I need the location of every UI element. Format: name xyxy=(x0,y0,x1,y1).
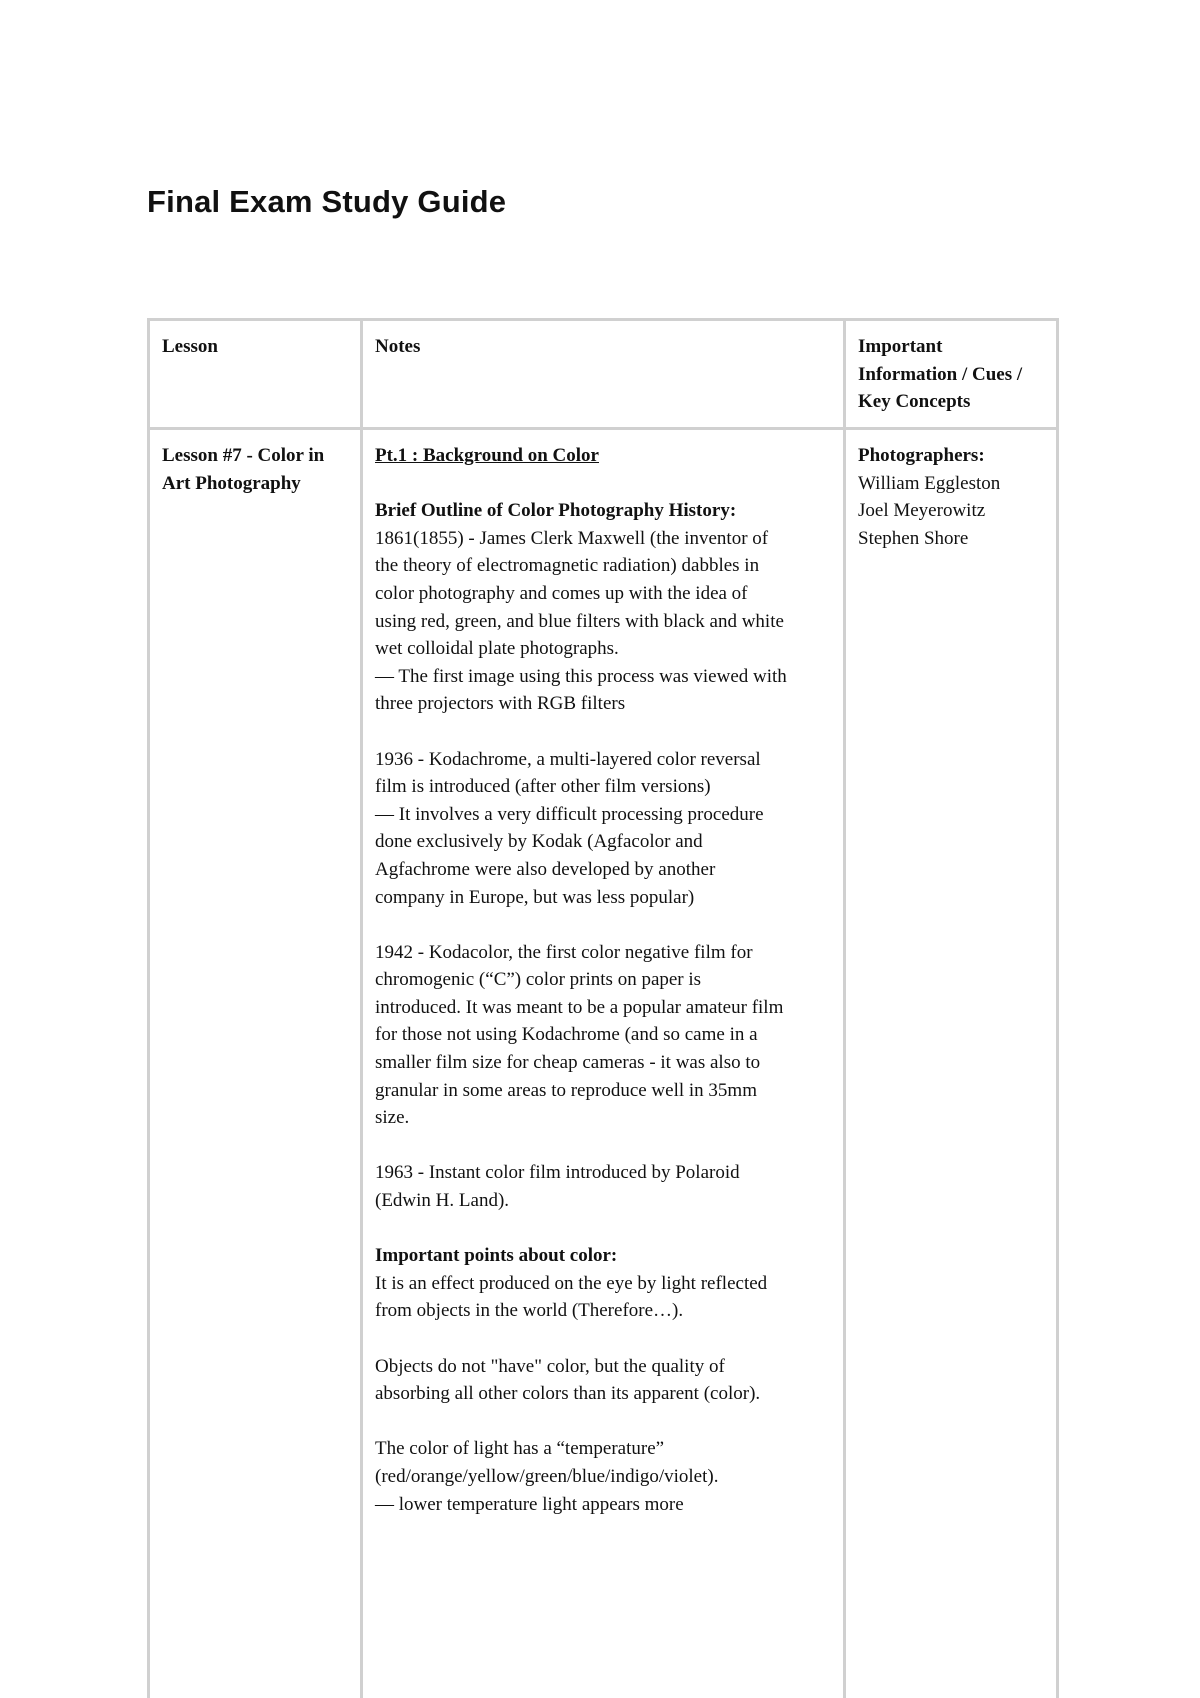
note-line: It is an effect produced on the eye by light reflected xyxy=(375,1272,768,1294)
note-line: Objects do not "have" color, but the quality of xyxy=(375,1355,725,1377)
header-lesson-label: Lesson xyxy=(162,336,218,357)
history-kodachrome xyxy=(375,746,837,912)
header-important-line: Information / Cues / xyxy=(858,363,1023,385)
lesson-line: Lesson #7 - Color in xyxy=(162,445,325,466)
important-cell xyxy=(858,442,1053,552)
column-divider xyxy=(360,321,363,1698)
note-line: smaller film size for cheap cameras - it was also to xyxy=(375,1052,761,1074)
history-intro xyxy=(375,497,837,718)
note-line: absorbing all other colors than its apparent (color). xyxy=(375,1383,761,1405)
header-important-line: Key Concepts xyxy=(858,391,971,413)
note-line: (red/orange/yellow/green/blue/indigo/violet). xyxy=(375,1465,719,1487)
note-line: granular in some areas to reproduce well in 35mm xyxy=(375,1079,757,1101)
note-line: 1963 - Instant color film introduced by Polaroid xyxy=(375,1162,740,1184)
note-line: — lower temperature light appears more xyxy=(375,1493,684,1515)
history-heading: Brief Outline of Color Photography History: xyxy=(375,500,737,522)
notes-cell xyxy=(375,442,837,1546)
section-title: Pt.1 : Background on Color xyxy=(375,445,599,466)
note-line: Agfachrome were also developed by another xyxy=(375,858,716,880)
note-line: company in Europe, but was less popular) xyxy=(375,886,695,908)
note-line: size. xyxy=(375,1107,410,1129)
lesson-line: Art Photography xyxy=(162,472,301,494)
history-polaroid xyxy=(375,1159,837,1214)
study-guide-table xyxy=(147,318,1059,1698)
history-kodacolor xyxy=(375,939,837,1132)
note-line: film is introduced (after other film versions) xyxy=(375,776,711,798)
page-title: Final Exam Study Guide xyxy=(147,184,507,219)
color-points-temperature xyxy=(375,1435,837,1518)
note-line: wet colloidal plate photographs. xyxy=(375,638,619,660)
row-divider xyxy=(150,427,1056,430)
note-line: — The first image using this process was viewed with xyxy=(375,665,787,687)
note-line: three projectors with RGB filters xyxy=(375,693,626,715)
color-points-objects xyxy=(375,1353,837,1408)
note-line: color photography and comes up with the idea of xyxy=(375,582,748,604)
note-line: done exclusively by Kodak (Agfacolor and xyxy=(375,831,703,853)
header-important-line: Important xyxy=(858,336,943,357)
header-notes-label: Notes xyxy=(375,336,421,357)
photographer-name: Joel Meyerowitz xyxy=(858,500,986,522)
note-line: introduced. It was meant to be a popular amateur film xyxy=(375,996,784,1018)
photographer-name: Stephen Shore xyxy=(858,527,969,549)
note-line: for those not using Kodachrome (and so came in a xyxy=(375,1024,758,1046)
points-heading: Important points about color: xyxy=(375,1245,618,1267)
header-notes xyxy=(375,333,837,361)
header-lesson xyxy=(162,333,352,361)
lesson-cell xyxy=(162,442,352,497)
note-line: — It involves a very difficult processing procedure xyxy=(375,803,764,825)
note-line: using red, green, and blue filters with black and white xyxy=(375,610,784,632)
note-line: 1936 - Kodachrome, a multi-layered color reversal xyxy=(375,748,761,770)
header-important xyxy=(858,333,1053,416)
color-points-intro xyxy=(375,1242,837,1325)
note-line: (Edwin H. Land). xyxy=(375,1190,510,1212)
note-line: the theory of electromagnetic radiation) dabbles in xyxy=(375,555,760,577)
note-line: 1861(1855) - James Clerk Maxwell (the inventor of xyxy=(375,527,769,549)
column-divider xyxy=(843,321,846,1698)
note-line: The color of light has a “temperature” xyxy=(375,1438,665,1460)
photographer-name: William Eggleston xyxy=(858,472,1001,494)
photographers-heading: Photographers: xyxy=(858,445,985,466)
note-line: chromogenic (“C”) color prints on paper is xyxy=(375,969,702,991)
note-line: from objects in the world (Therefore…). xyxy=(375,1300,684,1322)
note-line: 1942 - Kodacolor, the first color negative film for xyxy=(375,941,753,963)
